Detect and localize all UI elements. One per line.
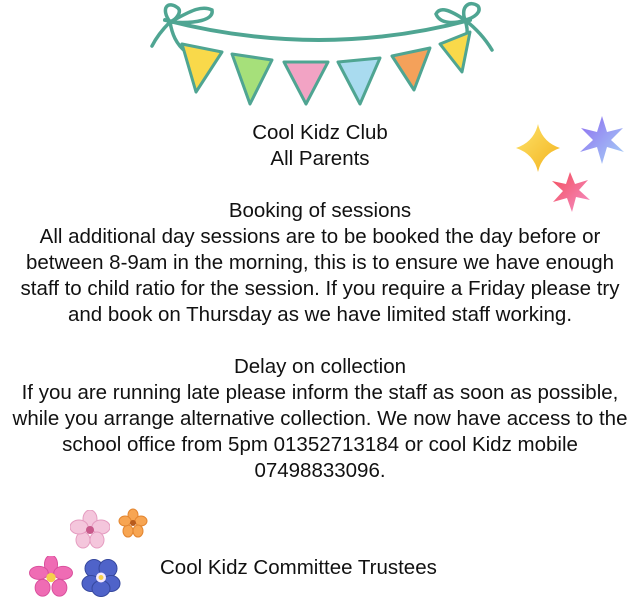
audience-line: All Parents [270,147,370,170]
club-name: Cool Kidz Club [252,121,388,144]
booking-section [0,198,640,328]
signature: Cool Kidz Committee Trustees [160,556,437,579]
pink-blossom-icon [70,510,110,550]
notice-header [0,120,640,172]
booking-body: All additional day sessions are to be booked the day before or between 8-9am in the morning, this is to ensure we have enough staff to child ratio for the session. If you require a Friday please try and book on Thursday as we have limited staff working. [20,225,620,326]
booking-heading: Booking of sessions [228,199,412,222]
delay-section [0,354,640,484]
blue-pansy-flower-icon [80,556,122,599]
bunting-garland-icon [0,0,640,120]
delay-heading: Delay on collection [233,355,407,378]
delay-body: If you are running late please inform the staff as soon as possible, while you arrange alternative collection. We now have access to the school office from 5pm 01352713184 or cool Kidz mobile 07498833096. [12,381,628,482]
pink-cosmos-flower-icon [28,556,74,599]
orange-blossom-icon [118,508,148,538]
notice-body [0,120,640,510]
